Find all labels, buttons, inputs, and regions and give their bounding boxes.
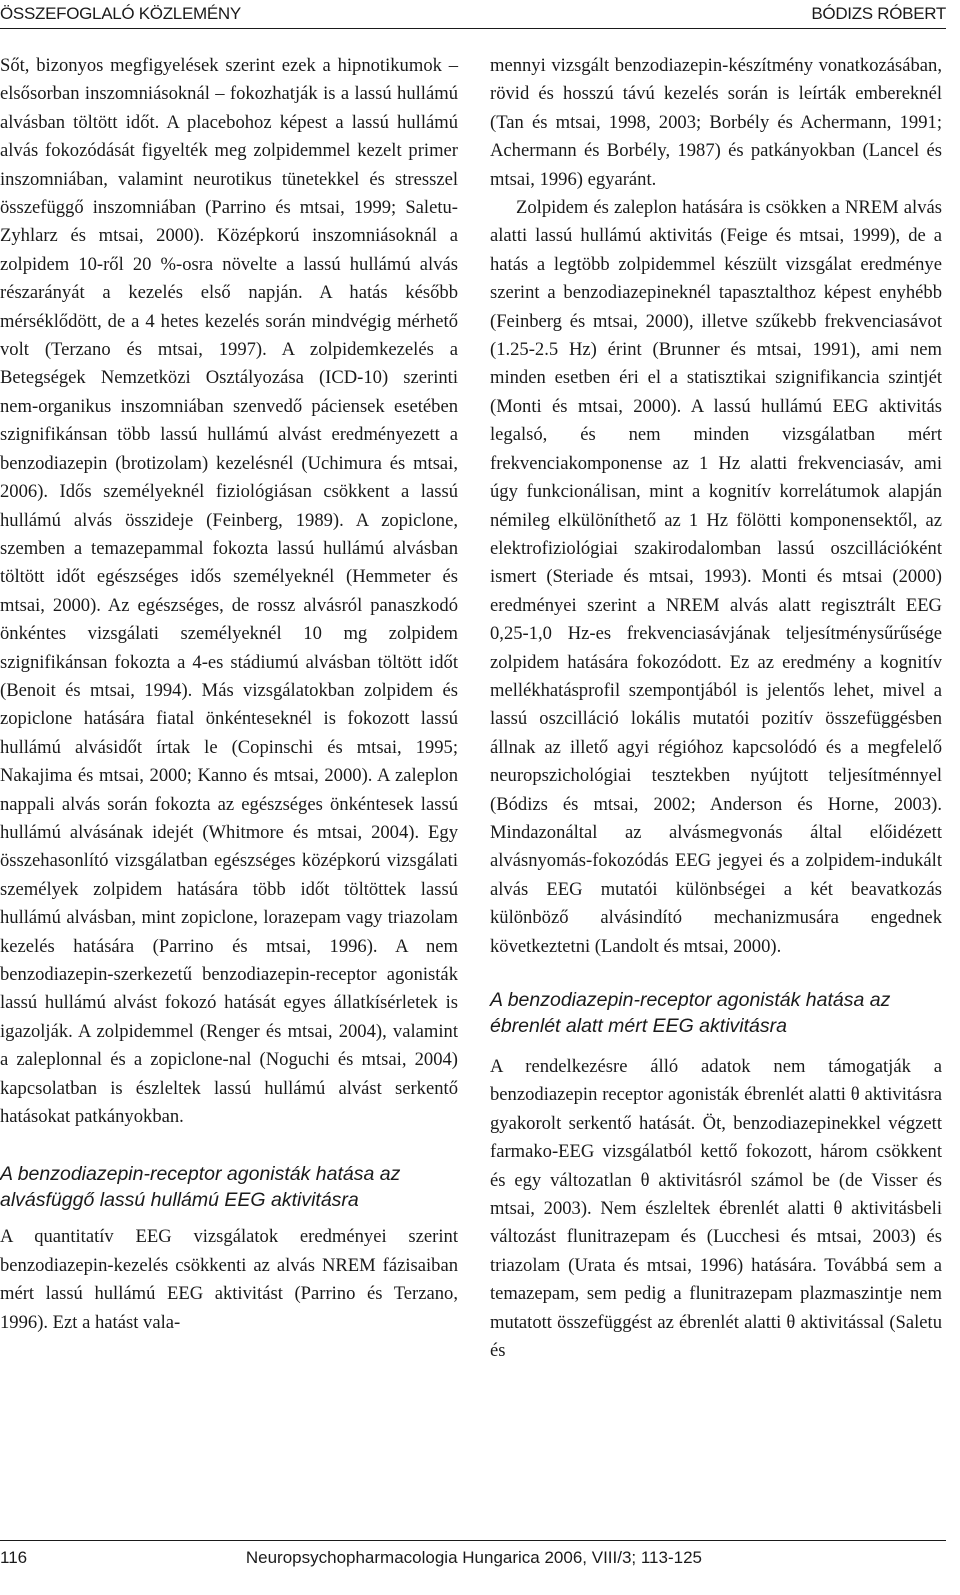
- footer-rule: [0, 1540, 946, 1541]
- right-paragraph-1: mennyi vizsgált benzodiazepin-készítmény vonatkozásában, rövid és hosszú távú kezelés során is leírták embereknél (Tan és mtsai, 1998, 2003; Borbély és Achermann, 1991; Achermann és Borbély, 1987) és patkányokban (Lancel és mtsai, 1996) egyaránt.: [490, 55, 942, 190]
- left-paragraph-2: A quantitatív EEG vizsgálatok eredményei szerint benzodiazepin-kezelés csökkenti az alvás NREM fázisaiban mért lassú hullámú EEG aktivitást (Parrino és Terzano, 1996). Ezt a hatást vala-: [0, 1226, 458, 1333]
- right-column: [490, 52, 942, 1365]
- page-number: 116: [0, 1548, 28, 1567]
- left-column: [0, 52, 458, 1337]
- running-header-section: ÖSSZEFOGLALÓ KÖZLEMÉNY: [0, 4, 241, 23]
- journal-citation: Neuropsychopharmacologia Hungarica 2006, VIII/3; 113-125: [245, 1548, 702, 1567]
- running-header-author: BÓDIZS RÓBERT: [811, 4, 946, 23]
- right-section-heading: A benzodiazepin-receptor agonisták hatása az ébrenlét alatt mért EEG aktivitásra: [490, 989, 891, 1037]
- right-paragraph-2: Zolpidem és zaleplon hatására is csökken a NREM alvás alatti lassú hullámú aktivitás (Feige és mtsai, 1999), de a hatás a legtöbb zolpidemmel készült vizsgálat eredménye szerint a benzodiazepineknél tapasztalthoz képest enyhébb (Feinberg és mtsai, 2000), illetve szűkebb frekvenciasávot (1.25-2.5 Hz) érint (Brunner és mtsai, 1991), ami nem minden esetben éri el a statisztikai szignifikancia szintjét (Monti és mtsai, 2000). A lassú hullámú EEG aktivitás legalsó, és nem minden vizsgálatban mért frekvenciakomponense az 1 Hz alatti frekvenciasáv, ami úgy funkcionálisan, mint a kognitív korrelátumok alapján némileg elkülöníthető az 1 Hz fölötti komponensektől, az elektrofiziológiai szakirodalomban lassú oszcillációként ismert (Steriade és mtsai, 1993). Monti és mtsai (2000) eredményei szerint a NREM alvás alatt regisztrált EEG 0,25-1,0 Hz-es frekvenciasávjának teljesítménysűrűsége zolpidem hatására fokozódott. Ez az eredmény a kognitív mellékhatásprofil szempontjából is jelentős lehet, mivel a lassú oszcilláció lokális mutatói pozitív összefüggésben állnak az illető agyi régióhoz kapcsolódó és a megfelelő neuropszichológiai tesztekben nyújtott teljesítménnyel (Bódizs és mtsai, 2002; Anderson és Horne, 2003). Mindazonáltal az alvásmegvonás által előidézett alvásnyomás-fokozódás EEG jegyei és a zolpidem-indukált alvás EEG mutatói különbségei a két beavatkozás különböző alvásindító mechanizmusára engednek következtetni (Landolt és mtsai, 2000).: [490, 197, 942, 957]
- right-paragraph-3: A rendelkezésre álló adatok nem támogatják a benzodiazepin receptor agonisták ébrenlét alatti θ aktivitásra gyakorolt serkentő hatását. Öt, benzodiazepinekkel végzett farmako-EEG vizsgálatból kettő fokozott, három csökkent és egy változatlan θ aktivitásról számol be (de Visser és mtsai, 2003). Nem észleltek ébrenlét alatti θ aktivitásbeli változást flunitrazepam és (Lucchesi és mtsai, 2003) és triazolam (Urata és mtsai, 1996) hatására. Továbbá sem a temazepam, sem pedig a flunitrazepam plazmaszintje nem mutatott összefüggést az ébrenlét alatti θ aktivitással (Saletu és: [490, 1056, 942, 1362]
- left-paragraph-1: Sőt, bizonyos megfigyelések szerint ezek a hipnotikumok – elsősorban inszomniásoknál – fokozhatják is a lassú hullámú alvásban töltött időt. A placebohoz képest a lassú hullámú alvás fokozódását figyelték meg zolpidemmel kezelt primer inszomniában, valamint neurotikus tünetekkel és stresszel összefüggő inszomniában (Parrino és mtsai, 1999; Saletu-Zyhlarz és mtsai, 2000). Középkorú inszomniásoknál a zolpidem 10-ről 20 %-osra növelte a lassú hullámú alvás részarányát a kezelés első napján. A hatás később mérséklődött, de a 4 hetes kezelés során mindvégig mérhető volt (Terzano és mtsai, 1997). A zolpidemkezelés a Betegségek Nemzetközi Osztályozása (ICD-10) szerinti nem-organikus inszomniában szenvedő páciensek esetében szignifikánsan több lassú hullámú alvást eredményezett a benzodiazepin (brotizolam) kezelésnél (Uchimura és mtsai, 2006). Idős személyeknél fiziológiásan csökkent a lassú hullámú alvás összideje (Feinberg, 1989). A zopiclone, szemben a temazepammal fokozta lassú hullámú alvásban töltött időt egészséges idős személyeknél (Hemmeter és mtsai, 2000). Az egészséges, de rossz alvásról panaszkodó önkéntes vizsgálati személyeknél 10 mg zolpidem szignifikánsan fokozta a 4-es stádiumú alvásban töltött időt (Benoit és mtsai, 1994). Más vizsgálatokban zolpidem és zopiclone hatására fiatal önkénteseknél is fokozott lassú hullámú alvásidőt írtak le (Copinschi és mtsai, 1995; Nakajima és mtsai, 2000; Kanno és mtsai, 2000). A zaleplon nappali alvás során fokozta az egészséges önkéntesek lassú hullámú alvásának idejét (Whitmore és mtsai, 2004). Egy összehasonlító vizsgálatban egészséges középkorú vizsgálati személyek zolpidem hatására több időt töltöttek lassú hullámú alvásban, mint zopiclone, lorazepam vagy triazolam kezelés hatására (Parrino és mtsai, 1996). A nem benzodiazepin-szerkezetű benzodiazepin-receptor agonisták lassú hullámú alvást fokozó hatását egyes állatkísérletek is igazolják. A zolpidemmel (Renger és mtsai, 2004), valamint a zaleplonnal és a zopiclone-nal (Noguchi és mtsai, 2004) kapcsolatban is észleltek lassú hullámú alvást serkentő hatásokat patkányokban.: [0, 55, 458, 1128]
- left-section-heading: A benzodiazepin-receptor agonisták hatása az alvásfüggő lassú hullámú EEG aktivitásra: [0, 1163, 401, 1212]
- header-rule: [0, 28, 946, 29]
